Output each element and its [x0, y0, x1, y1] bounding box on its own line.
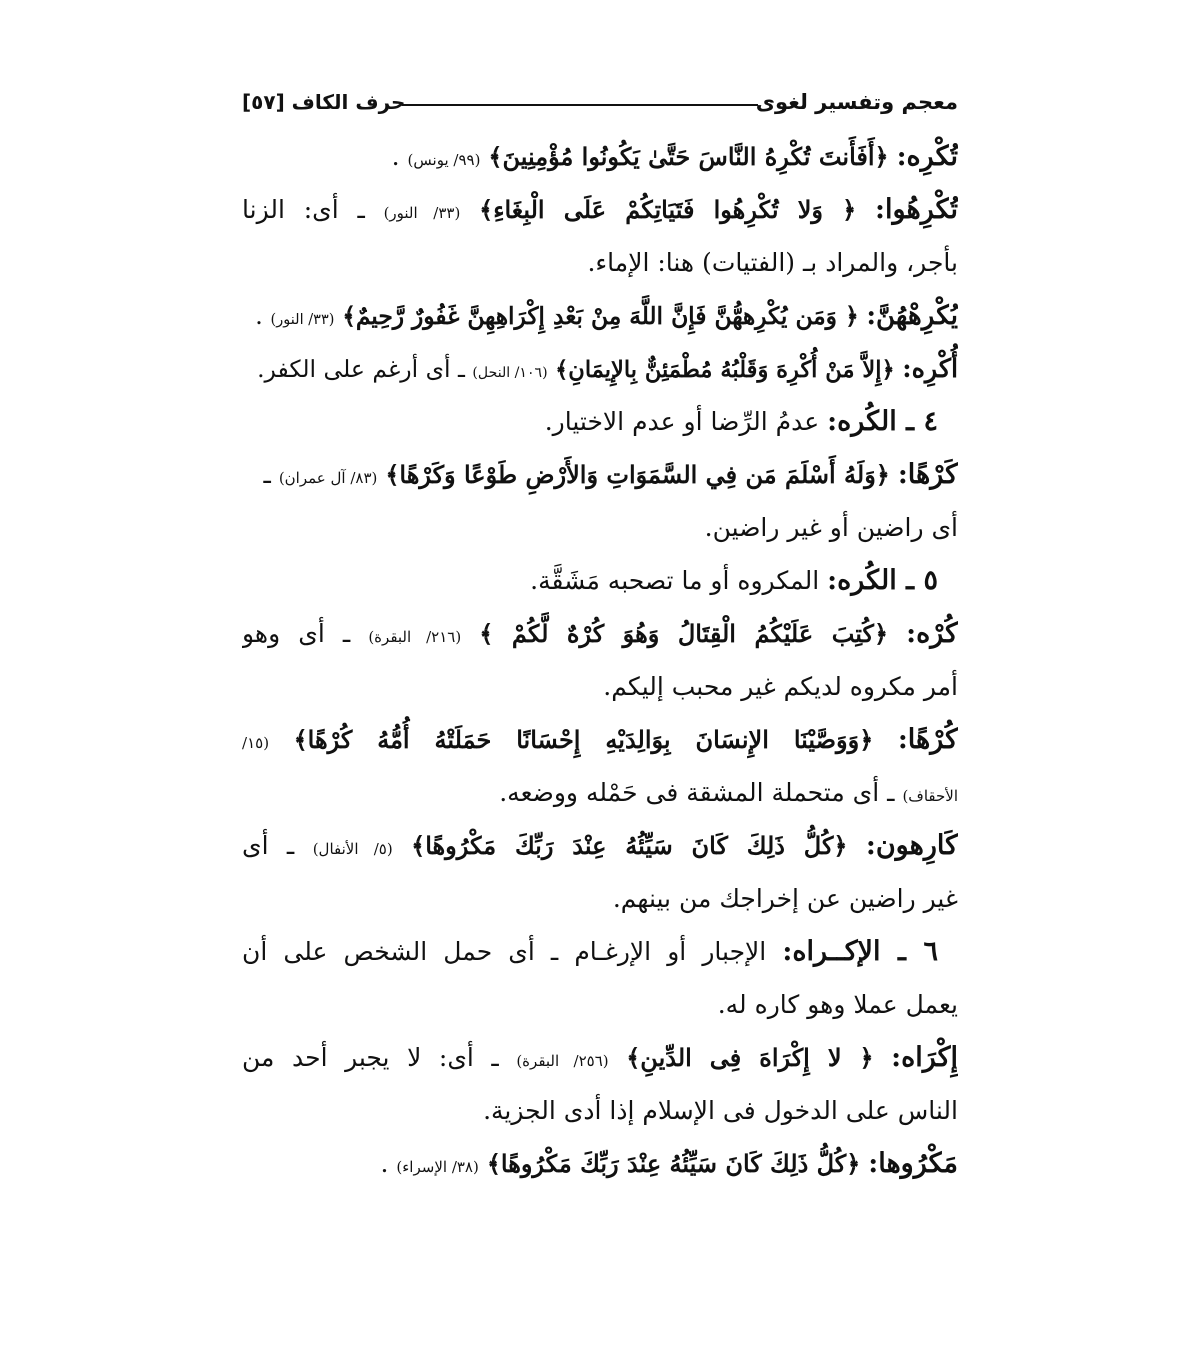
entry-continuation: [242, 766, 958, 819]
quran-verse: ﴿كُلُّ ذَلِكَ كَانَ سَيِّئُهُ عِنْدَ رَبِّكَ مَكْرُوهًا﴾: [411, 831, 848, 860]
entry-note: .: [380, 1149, 389, 1178]
entry-line: [242, 607, 958, 660]
entry-text: أمر مكروه لديكم غير محبب إليكم.: [603, 672, 958, 701]
entry-term: كَرْهًا:: [897, 459, 958, 490]
quran-verse: ﴿إِلاَّ مَنْ أُكْرِهَ وَقَلْبُهُ مُطْمَئِنٌّ بِالإِيمَانِ﴾: [555, 357, 895, 383]
verse-reference: (٢١٦/ البقرة): [368, 628, 462, 646]
entry-line: [242, 713, 958, 766]
definition-heading: [242, 925, 958, 978]
definition-number-term: ٥ ـ الكُره:: [827, 565, 938, 596]
verse-reference: (٣٣/ النور): [383, 204, 461, 222]
verse-reference: (٩٩/ يونس): [407, 151, 481, 169]
definition-text: عدمُ الرِّضا أو عدم الاختيار.: [544, 407, 820, 436]
entry-note: ـ أى وهو: [242, 619, 351, 648]
running-header: [242, 86, 958, 122]
entry-continuation: [242, 872, 958, 925]
definition-text: الإجبار أو الإرغـام ـ أى حمل الشخص على أن: [242, 937, 767, 966]
entry-term: مَكْرُوها:: [868, 1148, 958, 1179]
entry-note: ـ أى أرغم على الكفر.: [257, 355, 465, 383]
verse-reference: الأحقاف): [902, 787, 958, 805]
verse-reference: (٣٨/ الإسراء): [396, 1158, 479, 1176]
entry-note: .: [255, 301, 263, 330]
entry-line: [242, 819, 958, 872]
entry-text: يعمل عملا وهو كاره له.: [717, 990, 958, 1019]
header-rule: [402, 104, 758, 106]
entry-note: .: [391, 142, 400, 171]
verse-reference: (٢٥٦/ البقرة): [516, 1052, 609, 1070]
page: [242, 86, 958, 1190]
verse-reference: (٨٣/ آل عمران): [278, 469, 378, 487]
quran-verse: ﴿أَفَأَنتَ تُكْرِهُ النَّاسَ حَتَّىٰ يَكُونُوا مُؤْمِنِينَ﴾: [488, 142, 889, 171]
entry-note: ـ: [263, 460, 271, 489]
entry-line: [242, 289, 958, 342]
definition-number-term: ٦ ـ الإكــراه:: [782, 936, 939, 967]
page-content: [242, 130, 958, 1190]
definition-heading: [242, 554, 958, 607]
entry-term: كُرْهًا:: [897, 724, 958, 755]
quran-verse: ﴿كُلُّ ذَلِكَ كَانَ سَيِّئُهُ عِنْدَ رَبِّكَ مَكْرُوهًا﴾: [486, 1149, 861, 1178]
entry-line: [242, 130, 958, 183]
quran-verse: ﴿وَلَهُ أَسْلَمَ مَن فِي السَّمَوَاتِ وَالأَرْضِ طَوْعًا وَكَرْهًا﴾: [385, 460, 890, 489]
entry-line: [242, 342, 958, 395]
entry-text: أى راضين أو غير راضين.: [704, 513, 958, 542]
entry-term: أُكْرِه:: [902, 353, 958, 383]
entry-term: تُكْرِه:: [896, 141, 958, 172]
entry-note: ـ أى: لا يجبر أحد من: [242, 1043, 499, 1072]
entry-term: تُكْرِهُوا:: [875, 194, 958, 225]
verse-reference: (١٥/: [242, 734, 270, 752]
entry-term: كُرْه:: [906, 618, 958, 649]
entry-term: إِكْرَاه:: [891, 1042, 958, 1073]
entry-line: [242, 1137, 958, 1190]
book-title: معجم وتفسير لغوى: [755, 90, 958, 114]
entry-text: الناس على الدخول فى الإسلام إذا أدى الجزية.: [483, 1096, 958, 1125]
quran-verse: ﴿كُتِبَ عَلَيْكُمُ الْقِتَالُ وَهُوَ كُرْهٌ لَّكُمْ ﴾: [479, 619, 889, 648]
entry-note: ـ أى: الزنا: [242, 195, 365, 224]
entry-continuation: [242, 236, 958, 289]
entry-term: كَارِهون:: [865, 830, 958, 861]
verse-reference: (٣٣/ النور): [270, 311, 335, 328]
verse-reference: (٥/ الأنفال): [312, 840, 393, 858]
entry-text: بأجر، والمراد بـ (الفتيات) هنا: الإماء.: [587, 248, 958, 277]
definition-heading: [242, 395, 958, 448]
entry-note: ـ أى: [242, 831, 295, 860]
entry-line: [242, 1031, 958, 1084]
quran-verse: ﴿وَوَصَّيْنَا الإِنسَانَ بِوَالِدَيْهِ إِحْسَانًا حَمَلَتْهُ أُمُّهُ كُرْهًا﴾: [293, 725, 874, 754]
entry-continuation: [242, 660, 958, 713]
entry-continuation: [242, 501, 958, 554]
entry-text: ـ أى متحملة المشقة فى حَمْله ووضعه.: [499, 778, 895, 807]
entry-term: يُكْرِهْهُنَّ:: [866, 300, 958, 331]
quran-verse: ﴿ لا إِكْرَاهَ فِى الدِّينِ﴾: [626, 1043, 874, 1072]
definition-number-term: ٤ ـ الكُره:: [827, 406, 938, 437]
entry-text: غير راضين عن إخراجك من بينهم.: [612, 884, 958, 913]
quran-verse: ﴿ وَمَن يُكْرِههُّنَّ فَإِنَّ اللَّهَ مِنْ بَعْدِ إِكْرَاهِهِنَّ غَفُورٌ رَّحِيمٌ﴾: [342, 303, 859, 330]
definition-text: المكروه أو ما تصحبه مَشَقَّة.: [530, 566, 820, 595]
quran-verse: ﴿ وَلا تُكْرِهُوا فَتَيَاتِكُمْ عَلَى الْبِغَاءِ﴾: [479, 195, 857, 224]
entry-line: [242, 448, 958, 501]
section-title-page-number: حرف الكاف [٥٧]: [242, 90, 406, 114]
entry-line: [242, 183, 958, 236]
entry-continuation: [242, 978, 958, 1031]
verse-reference: (١٠٦/ النحل): [472, 365, 548, 381]
entry-continuation: [242, 1084, 958, 1137]
